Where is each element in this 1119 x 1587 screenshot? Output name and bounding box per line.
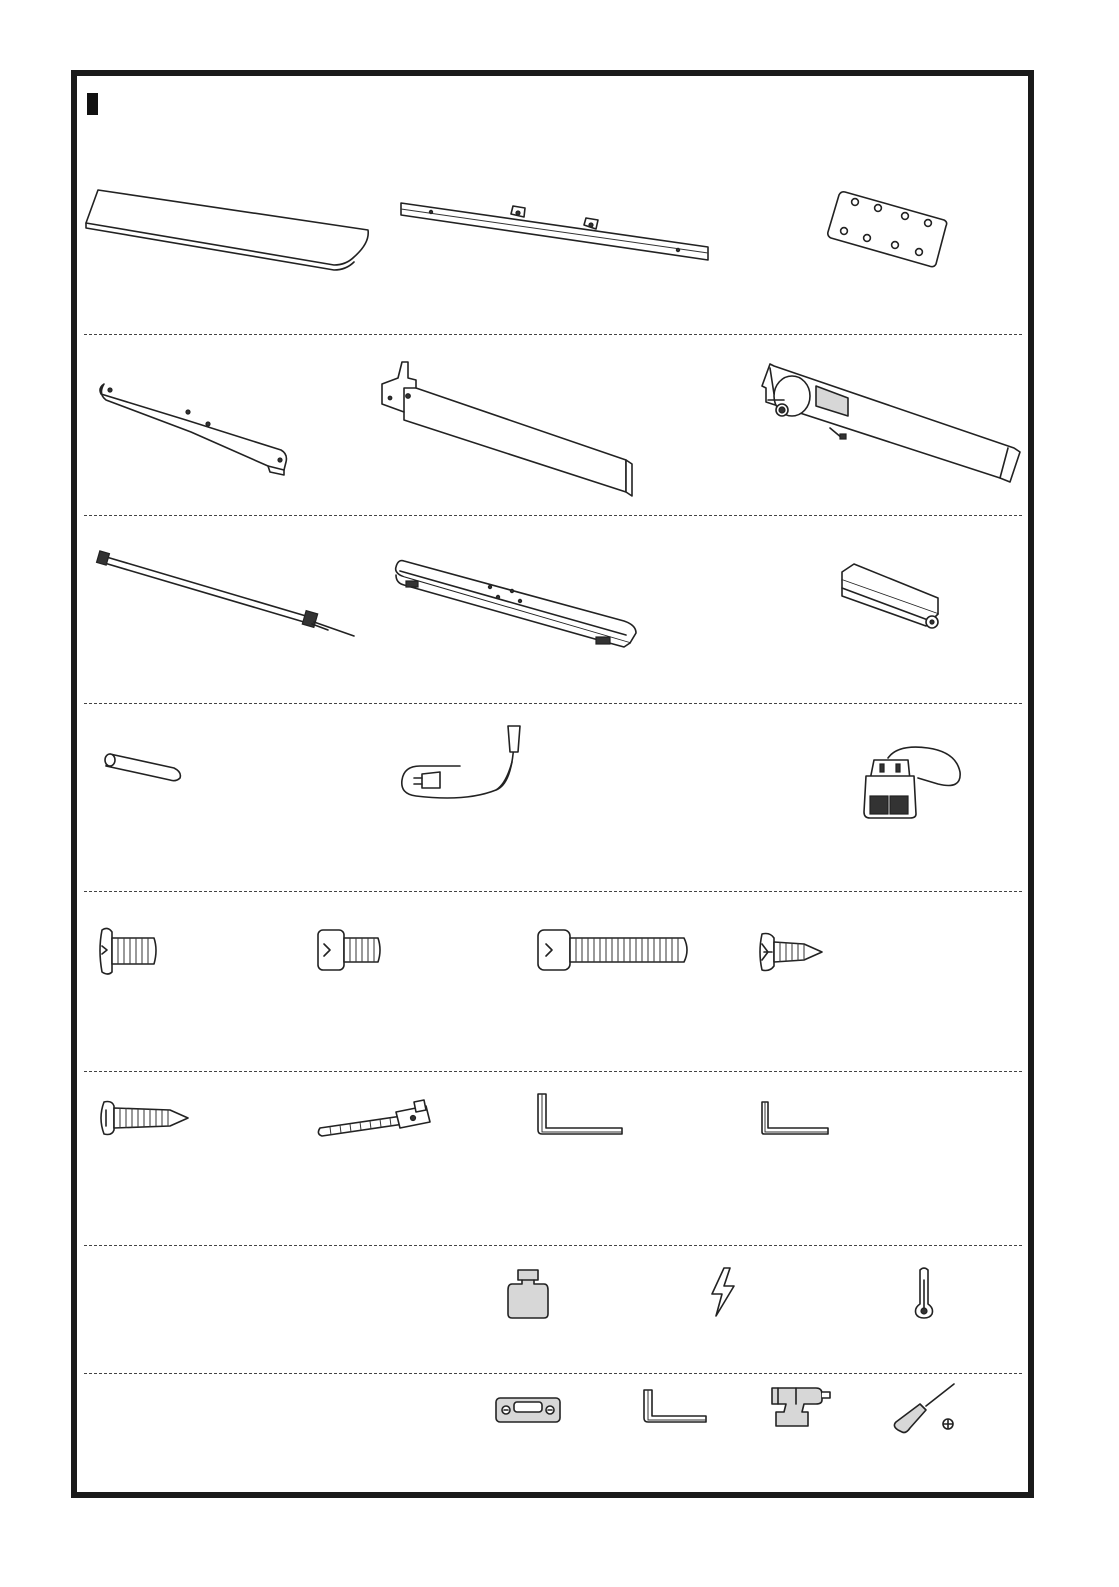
mounting-plate-illustration [825,188,950,270]
power-cord-illustration [396,722,536,802]
long-socket-screw-illustration [534,926,694,974]
wood-screw-small-illustration [758,930,828,974]
hex-drive-shaft-illustration [98,550,360,640]
lightning-icon [706,1266,738,1318]
cable-tie-clip-illustration [316,1100,438,1140]
row-divider [84,334,1022,335]
support-bracket-illustration [96,380,296,480]
row-divider [84,1373,1022,1374]
row-divider [84,1245,1022,1246]
foot-base-illustration [392,557,642,652]
leg-column-illustration [378,360,638,502]
short-socket-screw-illustration [314,926,386,974]
row-divider [84,703,1022,704]
crossbar-illustration [398,200,714,265]
allen-key-icon [640,1388,710,1428]
row-divider [84,1071,1022,1072]
allen-key-small-illustration [758,1100,834,1138]
handset-controller-illustration [858,740,968,820]
row-divider [84,891,1022,892]
section-marker [87,93,98,115]
desktop-panel-illustration [84,185,374,270]
weight-icon [504,1266,552,1322]
control-box-illustration [836,560,948,636]
row-divider [84,515,1022,516]
allen-key-large-illustration [534,1090,630,1138]
countersunk-screw-illustration [98,926,162,976]
screwdriver-icon [890,1380,960,1438]
drill-icon [768,1380,834,1434]
pan-head-screw-illustration [98,1098,194,1138]
spirit-level-icon [492,1394,564,1426]
thermometer-icon [912,1266,936,1320]
motor-leg-column-illustration [756,360,1026,486]
cylindrical-pin-illustration [102,750,186,784]
